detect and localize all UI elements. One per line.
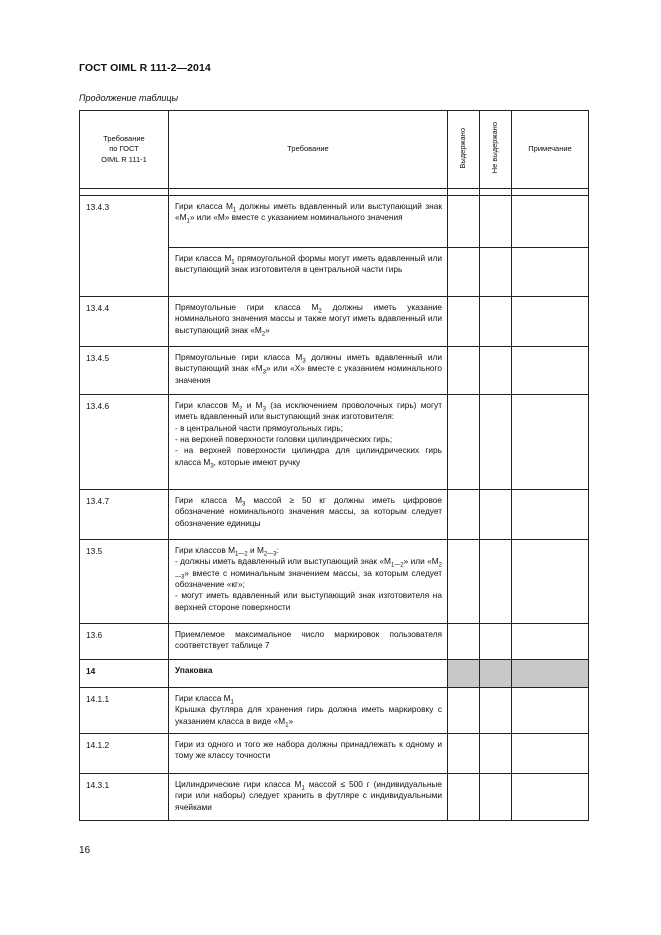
row-number: 13.4.4: [80, 297, 169, 347]
row-number: 14.1.1: [80, 688, 169, 734]
table-row: [80, 347, 589, 395]
failed-cell[interactable]: [480, 624, 512, 660]
failed-cell[interactable]: [480, 540, 512, 624]
row-requirement: Приемлемое максимальное число маркировок пользователя соответствует таблице 7: [169, 624, 448, 660]
shaded-cell: [448, 660, 480, 688]
page-number: 16: [79, 845, 91, 856]
row-number: 13.4.3: [80, 196, 169, 297]
note-cell[interactable]: [512, 688, 589, 734]
note-cell[interactable]: [512, 395, 589, 490]
note-cell[interactable]: [512, 540, 589, 624]
shaded-cell: [512, 660, 589, 688]
row-requirement: Прямоугольные гири класса $M_3$ должны иметь вдавленный или выступающий знак «$M_3$» или «X» вместе с указанием номинального значения: [169, 347, 448, 395]
note-cell[interactable]: [512, 774, 589, 821]
failed-cell[interactable]: [480, 395, 512, 490]
passed-cell[interactable]: [448, 196, 480, 248]
note-cell[interactable]: [512, 734, 589, 774]
passed-cell[interactable]: [448, 395, 480, 490]
row-requirement: Гири класса $M_1$ должны иметь вдавленный или выступающий знак «$M_1$» или «M» вместе с указанием номинального значения: [169, 196, 448, 248]
table-header-row: [80, 111, 589, 189]
failed-cell[interactable]: [480, 196, 512, 248]
requirements-table: [79, 110, 589, 821]
header-reference: Требование по ГОСТ OIML R 111-1: [80, 111, 169, 189]
note-cell[interactable]: [512, 624, 589, 660]
table-row: [80, 297, 589, 347]
header-gap: [80, 189, 589, 196]
document-header: ГОСТ OIML R 111-2—2014: [79, 62, 211, 74]
failed-cell[interactable]: [480, 490, 512, 540]
header-requirement: Требование: [169, 111, 448, 189]
table-row: [80, 734, 589, 774]
failed-cell[interactable]: [480, 248, 512, 297]
row-number: 13.4.6: [80, 395, 169, 490]
row-requirement: Прямоугольные гири класса $M_2$ должны иметь указание номинального значения массы и также могут иметь вдавленный или выступающий знак «$M_2$»: [169, 297, 448, 347]
passed-cell[interactable]: [448, 347, 480, 395]
table-row: [80, 196, 589, 248]
section-row: [80, 660, 589, 688]
failed-cell[interactable]: [480, 297, 512, 347]
passed-cell[interactable]: [448, 297, 480, 347]
failed-cell[interactable]: [480, 688, 512, 734]
failed-cell[interactable]: [480, 734, 512, 774]
passed-cell[interactable]: [448, 734, 480, 774]
failed-cell[interactable]: [480, 774, 512, 821]
passed-cell[interactable]: [448, 490, 480, 540]
table-row: [80, 395, 589, 490]
row-number: 13.4.5: [80, 347, 169, 395]
row-number: 13.4.7: [80, 490, 169, 540]
row-requirement: Гири из одного и того же набора должны принадлежать к одному и тому же классу точности: [169, 734, 448, 774]
table-row: [80, 540, 589, 624]
header-passed: Выдержано: [448, 111, 480, 189]
row-number: 14.1.2: [80, 734, 169, 774]
table-row: [80, 490, 589, 540]
row-requirement: Гири класса $M_1$ Крышка футляра для хранения гирь должна иметь маркировку с указанием класса в виде «$M_1$»: [169, 688, 448, 734]
passed-cell[interactable]: [448, 248, 480, 297]
row-requirement: Гири класса $M_1$ прямоугольной формы могут иметь вдавленный или выступающий знак изготовителя в центральной части гирь: [169, 248, 448, 297]
passed-cell[interactable]: [448, 540, 480, 624]
note-cell[interactable]: [512, 248, 589, 297]
row-requirement: Гири классов $M_2$ и $M_3$ (за исключением проволочных гирь) могут иметь вдавленный или выступающий знак изготовителя: - в центральной части прямоугольных гирь; - на верхней поверхности головки цилиндрических гирь; - на верхней поверхности цилиндра для цилиндрических гирь класса $M_3$, которые имеют ручку: [169, 395, 448, 490]
header-failed: Не выдержано: [480, 111, 512, 189]
row-number: 13.6: [80, 624, 169, 660]
note-cell[interactable]: [512, 196, 589, 248]
passed-cell[interactable]: [448, 774, 480, 821]
note-cell[interactable]: [512, 297, 589, 347]
header-note: Примечание: [512, 111, 589, 189]
table-row: [80, 688, 589, 734]
passed-cell[interactable]: [448, 688, 480, 734]
table-row: [80, 774, 589, 821]
table-row: [80, 624, 589, 660]
section-number: 14: [80, 660, 169, 688]
row-number: 14.3.1: [80, 774, 169, 821]
row-requirement: Цилиндрические гири класса $M_1$ массой ≤ 500 г (индивидуальные гири или наборы) следует хранить в футляре с индивидуальными ячейками: [169, 774, 448, 821]
section-title: Упаковка: [169, 660, 448, 688]
row-requirement: Гири классов $M_{1—2}$ и $M_{2—3}$: - должны иметь вдавленный или выступающий знак «$M_{1—2}$» или «$M_{2—3}$» вместе с номинальным значением массы, за которым следует обозначение «кг»; - могут иметь вдавленный или выступающий знак изготовителя на верхней стороне поверхности: [169, 540, 448, 624]
shaded-cell: [480, 660, 512, 688]
note-cell[interactable]: [512, 347, 589, 395]
failed-cell[interactable]: [480, 347, 512, 395]
passed-cell[interactable]: [448, 624, 480, 660]
row-number: 13.5: [80, 540, 169, 624]
table-continuation-label: Продолжение таблицы: [79, 93, 179, 103]
row-requirement: Гири класса $M_3$ массой ≥ 50 кг должны иметь цифровое обозначение номинального значения массы, за которым следует обозначение единицы: [169, 490, 448, 540]
note-cell[interactable]: [512, 490, 589, 540]
